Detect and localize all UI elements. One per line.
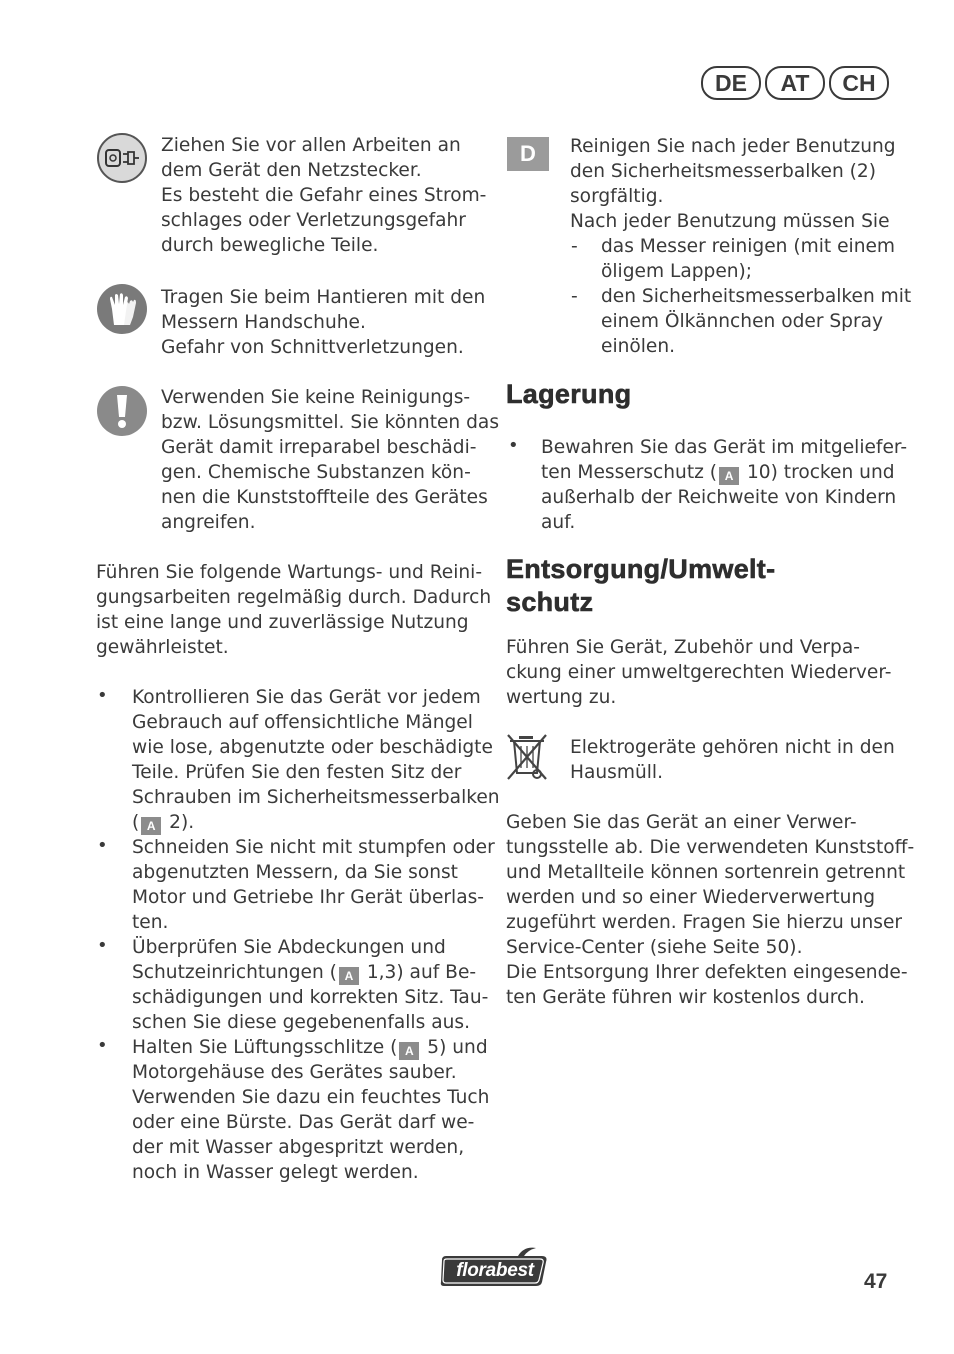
bullet-marker: •: [97, 935, 108, 956]
bullet-marker: •: [508, 435, 519, 456]
country-badge-de: DE: [701, 66, 761, 100]
bullet-marker: •: [97, 835, 108, 856]
weee-notice: Elektrogeräte gehören nicht in den Hausmüll.: [570, 737, 895, 783]
country-badge-ch: CH: [829, 66, 889, 100]
unplug-notice: Ziehen Sie vor allen Arbeiten an dem Gerät den Netzstecker. Es besteht die Gefahr eines Strom- schlages oder Verletzungsgefahr durch bewegliche Teile.: [161, 135, 487, 256]
dash-marker: -: [571, 236, 578, 257]
country-badge-at: AT: [765, 66, 825, 100]
maintenance-item-blades: Schneiden Sie nicht mit stumpfen oder abgenutzten Messern, da Sie sonst Motor und Getriebe Ihr Gerät überlas- ten.: [132, 837, 495, 933]
maintenance-item-inspect: Kontrollieren Sie das Gerät vor jedem Gebrauch auf offensichtliche Mängel wie lose, abgenutzte oder beschädigte Teile. Prüfen Sie den festen Sitz der Schrauben im Sicherheitsmesserbalken ( A 2).: [132, 687, 500, 833]
gloves-notice: Tragen Sie beim Hantieren mit den Messern Handschuhe. Gefahr von Schnittverletzungen.: [161, 287, 486, 358]
maintenance-intro: Führen Sie folgende Wartungs- und Reini- gungsarbeiten regelmäßig durch. Dadurch ist eine lange und zuverlässige Nutzung gewährleistet.: [96, 562, 492, 658]
storage-instruction: Bewahren Sie das Gerät im mitgeliefer- ten Messerschutz ( A 10) trocken und außerhalb der Reichweite von Kindern auf.: [541, 437, 908, 533]
gloves-icon: [97, 284, 147, 334]
heading-entsorgung: Entsorgung/Umwelt- schutz: [506, 554, 776, 617]
dash-item-oil-bar: den Sicherheitsmesserbalken mit einem Ölkännchen oder Spray einölen.: [601, 286, 912, 357]
cleaning-instructions: Reinigen Sie nach jeder Benutzung den Sicherheitsmesserbalken (2) sorgfältig. Nach jeder Benutzung müssen Sie: [570, 136, 896, 232]
maintenance-item-vents: Halten Sie Lüftungsschlitze ( A 5) und Motorgehäuse des Gerätes sauber. Verwenden Sie dazu ein feuchtes Tuch oder eine Bürste. Das Gerät darf we- der mit Wasser abgespritzt werden, noch in Wasser gelegt werden.: [132, 1037, 490, 1183]
disposal-paragraph: Geben Sie das Gerät an einer Verwer- tungsstelle ab. Die verwendeten Kunststoff- und Metallteile können sortenrein getrennt werden und so einer Wiederverwertung zugeführt werden. Fragen Sie hierzu unser Service-Center (siehe Seite 50). Die Entsorgung Ihrer defekten eingesende- ten Geräte führen wir kostenlos durch.: [506, 812, 915, 1008]
warning-exclamation-icon: [97, 386, 147, 436]
figure-ref-badge: A: [399, 1042, 419, 1060]
maintenance-item-covers: Überprüfen Sie Abdeckungen und Schutzeinrichtungen ( A 1,3) auf Be- schädigungen und korrekten Sitz. Tau- schen Sie diese gegebenenfalls aus.: [132, 937, 489, 1033]
figure-ref-badge: A: [141, 817, 161, 835]
disposal-intro: Führen Sie Gerät, Zubehör und Verpa- ckung einer umweltgerechten Wiederver- wertung zu.: [506, 637, 892, 708]
page-number: 47: [864, 1270, 888, 1293]
bullet-marker: •: [97, 685, 108, 706]
dash-marker: -: [571, 286, 578, 307]
crossed-bin-icon: [505, 732, 549, 787]
heading-lagerung: Lagerung: [506, 379, 632, 409]
bullet-marker: •: [97, 1035, 108, 1056]
figure-ref-badge: A: [719, 467, 739, 485]
figure-ref-badge: A: [339, 967, 359, 985]
section-d-badge: D: [507, 137, 549, 171]
florabest-logo: florabest: [438, 1246, 550, 1288]
cleaning-agent-notice: Verwenden Sie keine Reinigungs- bzw. Lösungsmittel. Sie könnten das Gerät damit irreparabel beschädi- gen. Chemische Substanzen kön- nen die Kunststoffteile des Gerätes angreifen.: [161, 387, 500, 533]
dash-item-clean-blade: das Messer reinigen (mit einem öligem Lappen);: [601, 236, 896, 282]
unplug-icon: [97, 133, 147, 183]
